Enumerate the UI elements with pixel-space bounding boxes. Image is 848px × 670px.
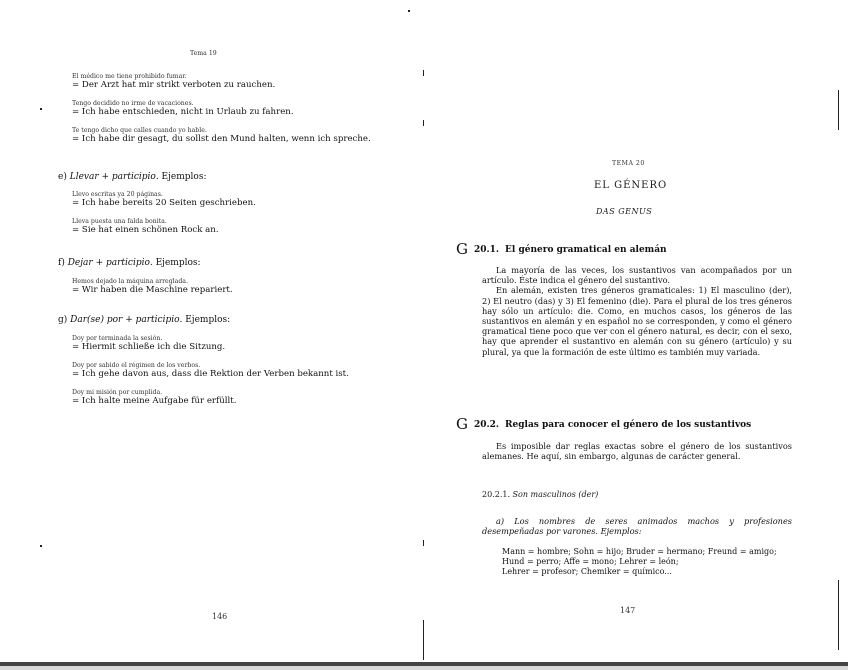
section-title: Dejar + participio <box>67 258 150 268</box>
example-es: Doy por terminada la sesión. <box>72 335 163 342</box>
chapter-label: TEMA 20 <box>612 160 645 167</box>
example-de: = Ich habe bereits 20 Seiten geschrieben. <box>72 198 256 208</box>
example-es: Doy mi misión por cumplida. <box>72 389 163 396</box>
paragraph: Es imposible dar reglas exactas sobre el género de los sustantivos alemanes. He aquí, sin embargo, algunas de carácter general. <box>482 441 792 462</box>
section-letter: f) <box>58 258 65 268</box>
example-group-f <box>72 278 233 295</box>
section-letter: g) <box>58 315 68 325</box>
section-heading-20-1 <box>456 240 667 258</box>
section-suffix: . Ejemplos: <box>155 172 207 182</box>
subsection-title: Son masculinos (der) <box>512 490 599 499</box>
section-title: Reglas para conocer el género de los sustantivos <box>505 420 752 430</box>
scan-mark <box>838 580 839 650</box>
example-de: = Ich gehe davon aus, dass die Rektion der Verben bekannt ist. <box>72 369 349 379</box>
section-letter: e) <box>58 172 67 182</box>
paragraph: La mayoría de las veces, los sustantivos van acompañados por un artículo. Éste indica el género del sustantivo. <box>482 265 792 286</box>
section-f-heading <box>58 258 201 268</box>
chapter-subtitle: DAS GENUS <box>596 207 653 216</box>
example-de: = Hiermit schließe ich die Sitzung. <box>72 342 226 352</box>
paragraph: En alemán, existen tres géneros gramaticales: 1) El masculino (der), 2) El neutro (das) y 3) El femenino (die). Para el plural de los tres géneros hay sólo un artículo: die. Como, en muchos casos, los géneros de las sustantivos en alemán y en español no se corresponden, y como el género gramatical tiene poco que ver con el género natural, es decir, con el sexo, hay que aprender el sustantivo en alemán con su género (artículo) y su plural, ya que la formación de este último es también muy variada. <box>482 285 792 357</box>
section-title: El género gramatical en alemán <box>505 245 667 255</box>
word-list <box>502 547 777 577</box>
scan-mark <box>423 70 424 76</box>
example-group-e <box>72 191 256 235</box>
scan-mark <box>423 120 424 126</box>
grammar-marker-icon: G <box>456 240 468 258</box>
example-de: = Wir haben die Maschine repariert. <box>72 285 233 295</box>
word-list-line: Lehrer = profesor; Chemiker = químico... <box>502 567 672 576</box>
section-suffix: . Ejemplos: <box>149 258 201 268</box>
example-de: = Ich halte meine Aufgabe für erfüllt. <box>72 396 237 406</box>
paragraph: a) Los nombres de seres animados machos y profesiones desempeñadas por varones. Ejemplos: <box>482 516 792 537</box>
subsection-heading <box>482 490 598 499</box>
example-es: Doy por sabido el régimen de los verbos. <box>72 362 201 369</box>
running-head: Tema 19 <box>190 50 217 57</box>
scan-mark <box>423 620 424 660</box>
word-list-line: Mann = hombre; Sohn = hijo; Bruder = hermano; Freund = amigo; <box>502 547 777 556</box>
example-de: = Der Arzt hat mir strikt verboten zu rauchen. <box>72 80 276 90</box>
section-number: 20.1. <box>473 245 500 255</box>
example-group-top <box>72 73 371 144</box>
page-number: 147 <box>620 606 636 615</box>
scan-mark <box>40 108 42 110</box>
scan-mark <box>40 545 42 547</box>
example-group-g <box>72 335 349 406</box>
scan-mark <box>838 90 839 130</box>
example-es: Hemos dejado la máquina arreglada. <box>72 278 188 285</box>
scan-mark <box>408 10 410 12</box>
section-body-20-1 <box>482 265 792 357</box>
scan-mark <box>423 540 424 546</box>
example-es: Llevo escritas ya 20 páginas. <box>72 191 163 198</box>
example-de: = Sie hat einen schönen Rock an. <box>72 225 219 235</box>
example-es: El médico me tiene prohibido fumar. <box>72 73 187 80</box>
section-title: Llevar + participio <box>69 172 156 182</box>
word-list-line: Hund = perro; Affe = mono; Lehrer = león; <box>502 557 679 566</box>
example-de: = Ich habe dir gesagt, du sollst den Mund halten, wenn ich spreche. <box>72 134 371 144</box>
scan-edge <box>0 666 848 670</box>
section-number: 20.2. <box>473 420 500 430</box>
section-heading-20-2 <box>456 415 751 433</box>
section-e-heading <box>58 172 206 182</box>
grammar-marker-icon: G <box>456 415 468 433</box>
item-a <box>482 516 792 536</box>
example-es: Lleva puesta una falda bonita. <box>72 218 167 225</box>
subsection-number: 20.2.1. <box>482 490 510 499</box>
example-es: Te tengo dicho que calles cuando yo hable. <box>72 127 207 134</box>
chapter-title: EL GÉNERO <box>594 180 668 191</box>
section-title: Dar(se) por + participio <box>70 315 180 325</box>
right-page <box>424 0 848 670</box>
page-number: 146 <box>212 612 228 621</box>
example-es: Tengo decidido no irme de vacaciones. <box>72 100 194 107</box>
section-body-20-2 <box>482 441 792 461</box>
section-suffix: . Ejemplos: <box>179 315 231 325</box>
example-de: = Ich habe entschieden, nicht in Urlaub zu fahren. <box>72 107 294 117</box>
section-g-heading <box>58 315 230 325</box>
